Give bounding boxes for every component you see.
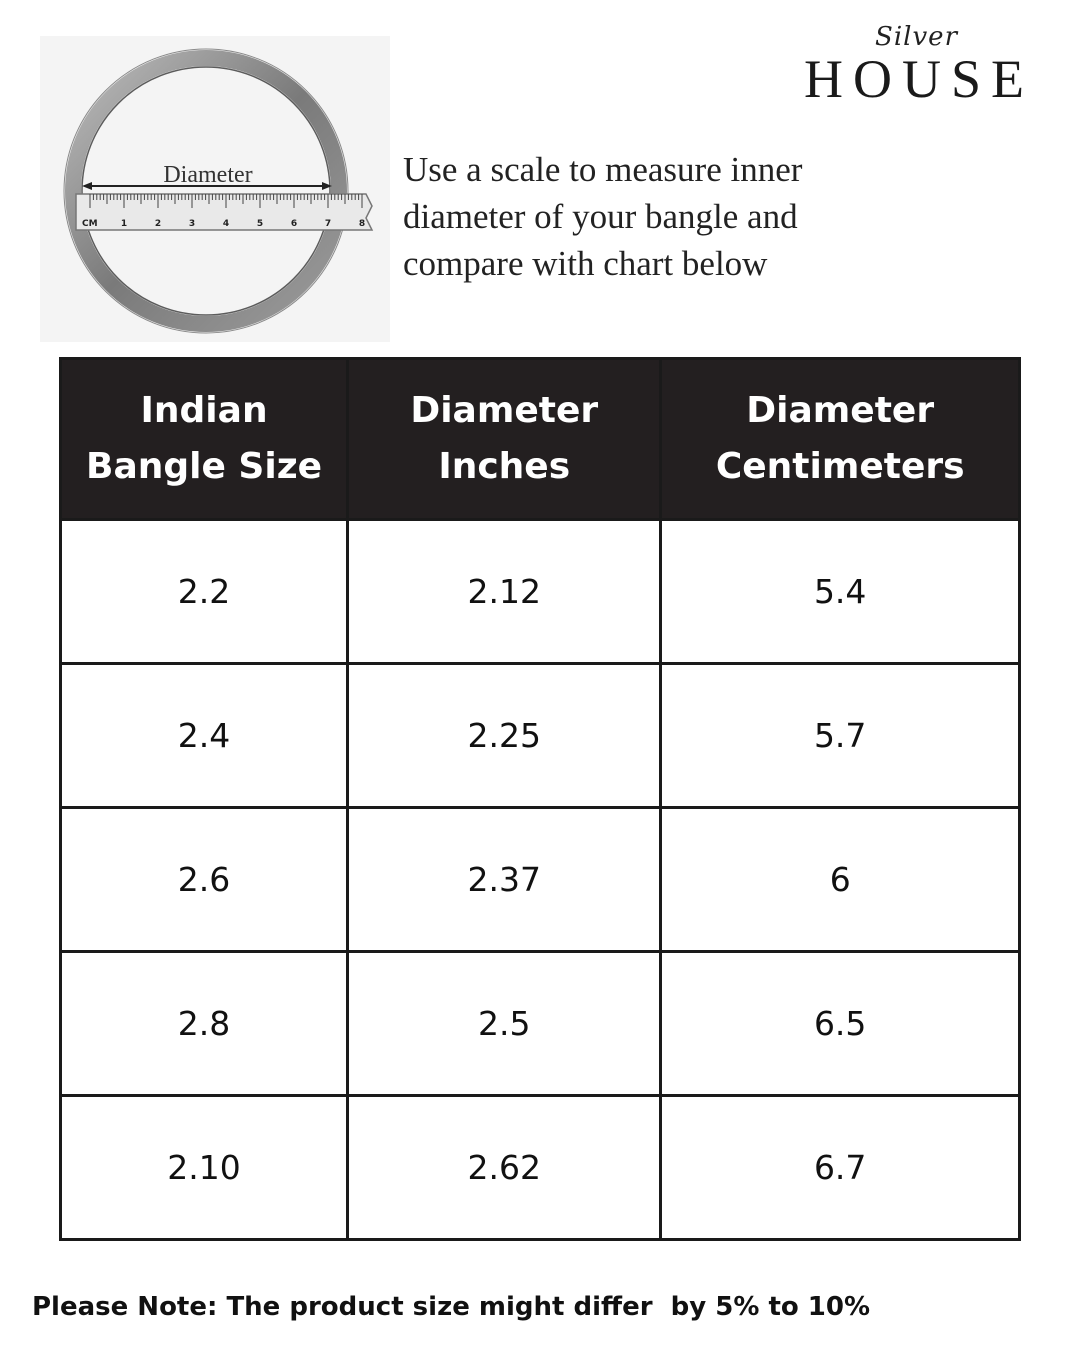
ruler-number: 4 (222, 219, 230, 229)
size-variation-note: Please Note: The product size might differ by 5% to 10% (32, 1292, 871, 1322)
ruler-unit-label: CM (82, 219, 98, 229)
cell-diameter-inches: 2.5 (348, 952, 661, 1096)
bangle-measurement-illustration (40, 36, 390, 342)
table-header-row (61, 359, 1020, 520)
ruler-number: 5 (256, 219, 264, 229)
cell-diameter-cm: 6.5 (661, 952, 1020, 1096)
ruler-number: 1 (120, 219, 128, 229)
cell-diameter-cm: 6 (661, 808, 1020, 952)
logo-wordmark: HOUSE (803, 49, 1034, 109)
ruler-number: 2 (154, 219, 162, 229)
cell-diameter-cm: 5.4 (661, 520, 1020, 664)
header-indian-bangle-size: Indian Bangle Size (61, 359, 348, 520)
measurement-instruction: Use a scale to measure inner diameter of your bangle and compare with chart below (403, 150, 803, 283)
brand-logo (803, 22, 1034, 112)
cell-diameter-cm: 5.7 (661, 664, 1020, 808)
table-row (61, 664, 1020, 808)
cell-diameter-inches: 2.37 (348, 808, 661, 952)
ruler-number: 6 (290, 219, 298, 229)
diameter-label: Diameter (163, 162, 253, 188)
ruler-number: 8 (358, 219, 366, 229)
cell-bangle-size: 2.2 (61, 520, 348, 664)
cell-diameter-inches: 2.25 (348, 664, 661, 808)
bangle-ring (73, 58, 339, 324)
header-diameter-centimeters: Diameter Centimeters (661, 359, 1020, 520)
cell-diameter-cm: 6.7 (661, 1096, 1020, 1240)
cell-bangle-size: 2.8 (61, 952, 348, 1096)
bangle-ruler-diagram (40, 36, 390, 342)
table-row (61, 808, 1020, 952)
cell-diameter-inches: 2.62 (348, 1096, 661, 1240)
header-diameter-inches: Diameter Inches (348, 359, 661, 520)
table-row (61, 952, 1020, 1096)
cell-diameter-inches: 2.12 (348, 520, 661, 664)
ruler-number: 3 (188, 219, 196, 229)
cell-bangle-size: 2.4 (61, 664, 348, 808)
cell-bangle-size: 2.6 (61, 808, 348, 952)
table-row (61, 1096, 1020, 1240)
table-row (61, 520, 1020, 664)
bangle-size-table (59, 357, 1021, 1241)
logo-script-text: Silver (875, 22, 958, 52)
ruler (76, 194, 372, 230)
cell-bangle-size: 2.10 (61, 1096, 348, 1240)
ruler-number: 7 (324, 219, 332, 229)
